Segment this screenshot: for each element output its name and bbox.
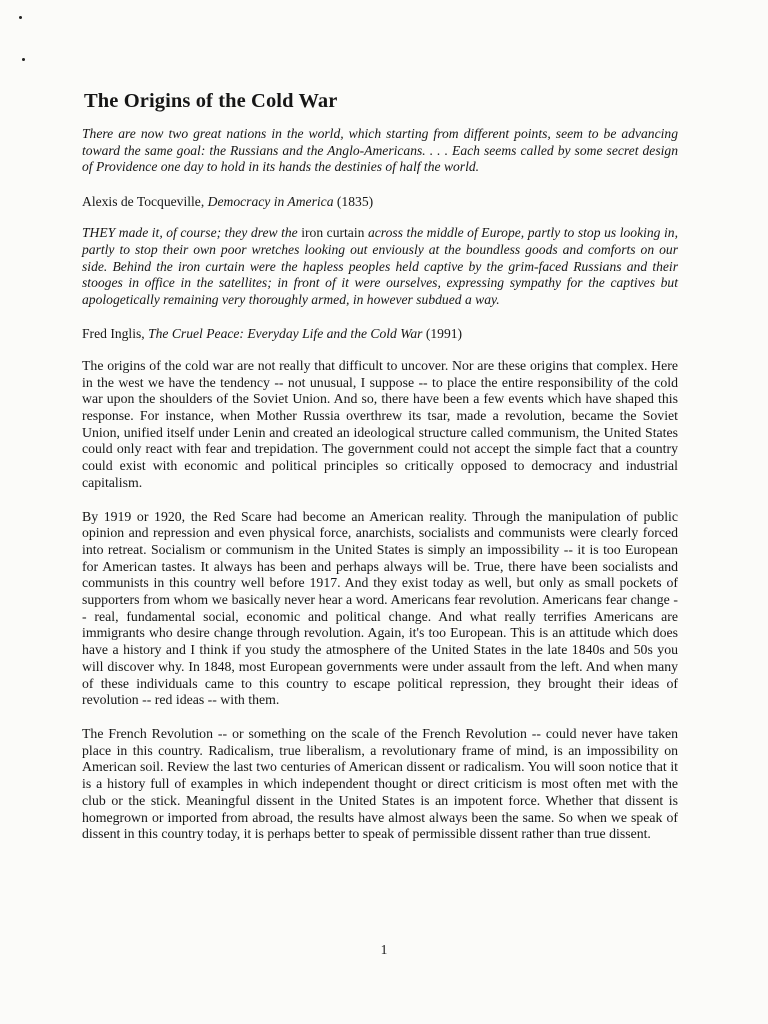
scan-speck: [22, 58, 25, 61]
document-page: [82, 90, 678, 860]
attribution-work: Democracy in America: [207, 193, 334, 209]
epigraph-attribution-1: [82, 194, 678, 211]
attribution-work: The Cruel Peace: Everyday Life and the Cold War: [148, 326, 423, 342]
page-number: 1: [380, 942, 388, 957]
epigraph-attribution-2: [82, 326, 678, 343]
attribution-author: Fred Inglis,: [82, 326, 149, 342]
body-paragraph: The French Revolution -- or something on the scale of the French Revolution -- could never have taken place in this country. Radicalism, true liberalism, a revolutionary frame of mind, is an impossibility on American soil. Review the last two centuries of American dissent or radicalism. You will soon notice that it is a history full of examples in which independent thought or direct criticism is most often met with the club or the stick. Meaningful dissent in the United States is an impotent force. Whether that dissent is homegrown or imported from abroad, the results have almost always been the same. So when we speak of dissent in this country today, it is perhaps better to speak of permissible dissent rather than true dissent.: [82, 726, 678, 842]
quote-roman-phrase: iron curtain: [301, 225, 365, 241]
body-paragraph: By 1919 or 1920, the Red Scare had become an American reality. Through the manipulation of public opinion and repression and even physical force, anarchists, socialists and communists were clearly forced into retreat. Socialism or communism in the United States is simply an impossibility -- it is too European for American tastes. It always has been and perhaps always will be. True, there have been socialists and communists in this country well before 1917. And they exist today as well, but only as small pockets of supporters from whom we basically never hear a word. Americans fear revolution. Americans fear change -- real, fundamental social, economic and political change. And what really terrifies Americans are immigrants who desire change through revolution. Again, it's too European. This is an attitude which does have a history and I think if you study the atmosphere of the United States in the late 1840s and 50s you will discover why. In 1848, most European governments were under assault from the left. And when many of these individuals came to this country to escape political repression, they brought their ideas of revolution -- red ideas -- with them.: [82, 508, 678, 708]
quote-part: across the middle of Europe, partly to stop us looking in, partly to stop their own poor wretches looking out enviously at the boundless goods and comforts on our side. Behind the iron curtain were the hapless peoples held captive by the grim-faced Russians and their stooges in office in the satellites; in front of it were ourselves, expressing sympathy for the captives but apologetically remaining very thoroughly armed, in however subdued a way.: [82, 225, 678, 307]
attribution-year: (1991): [422, 326, 463, 342]
scan-speck: [19, 16, 22, 19]
epigraph-quote-1: There are now two great nations in the world, which starting from different points, seem to be advancing toward the same goal: the Russians and the Anglo-Americans. . . . Each seems called by some secret design of Providence one day to hold in its hands the destinies of half the world.: [82, 126, 678, 175]
attribution-year: (1835): [333, 193, 374, 209]
body-paragraph: The origins of the cold war are not really that difficult to uncover. Nor are these origins that complex. Here in the west we have the tendency -- not unusual, I suppose -- to place the entire responsibility of the cold war upon the shoulders of the Soviet Union. And so, there have been a few events which have shaped this response. For instance, when Mother Russia overthrew its tsar, made a revolution, became the Soviet Union, unified itself under Lenin and created an ideological structure called communism, the United States could only react with fear and trepidation. The government could not accept the simple fact that a country could exist with economic and political principles so critically opposed to democracy and industrial capitalism.: [82, 357, 678, 490]
epigraph-quote-2: [82, 225, 678, 308]
quote-part: THEY made it, of course; they drew the: [82, 225, 302, 241]
attribution-author: Alexis de Tocqueville,: [82, 193, 208, 209]
document-title: The Origins of the Cold War: [84, 90, 338, 112]
